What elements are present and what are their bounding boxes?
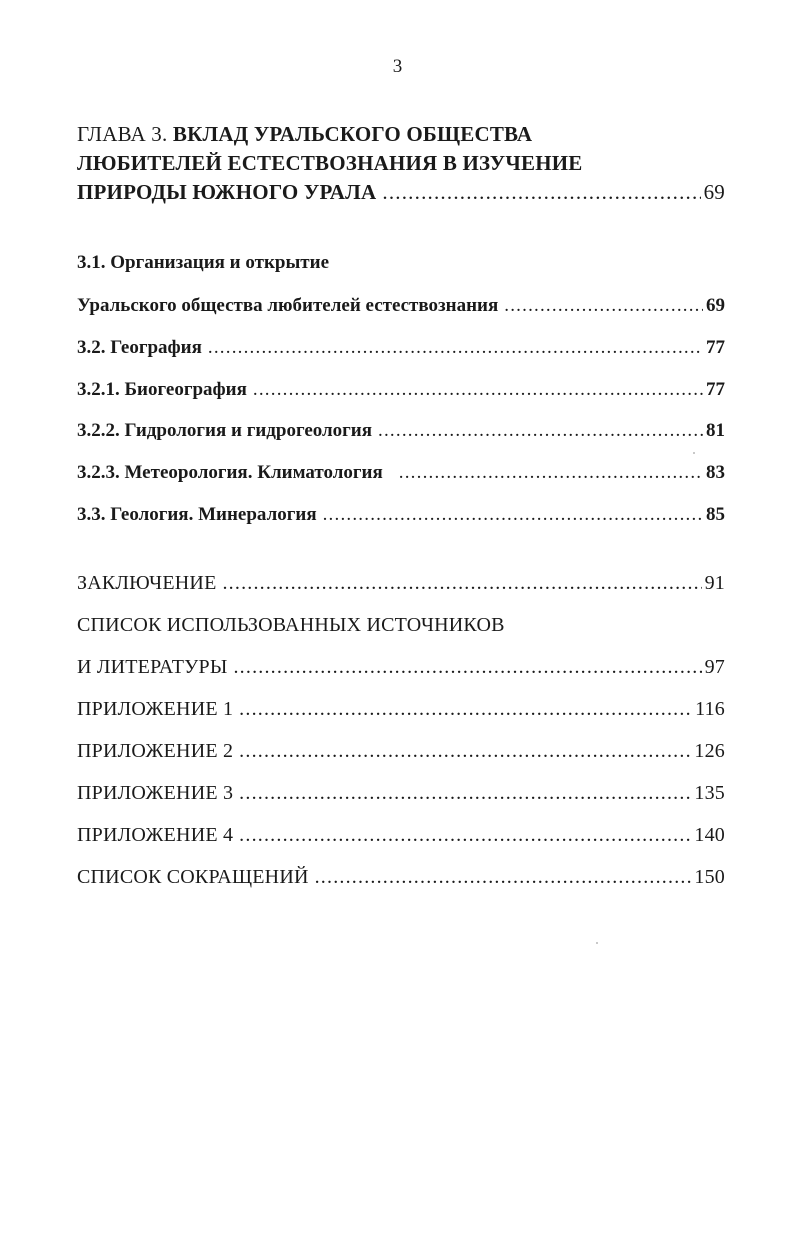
toc-section-3-2-2 <box>77 420 725 442</box>
toc-appendix-2 <box>77 740 725 763</box>
dot-leader <box>239 740 691 763</box>
toc-section-3-2 <box>77 337 725 359</box>
toc-back-page: 140 <box>694 824 725 846</box>
dot-leader <box>315 866 692 889</box>
chapter-prefix: ГЛАВА 3. <box>77 122 168 146</box>
toc-sources <box>77 614 725 637</box>
toc-section-3-2-3 <box>77 462 725 484</box>
toc-section-3-2-1 <box>77 379 725 401</box>
page-number: 3 <box>392 56 403 77</box>
toc-section-label: 3.2.2. Гидрология и гидрогеология <box>77 420 373 441</box>
toc-section-label: Уральского общества любителей естествознания <box>77 295 499 316</box>
scan-speck <box>693 452 695 454</box>
chapter-heading <box>77 120 725 207</box>
toc-section-page: 85 <box>706 504 725 525</box>
dot-leader <box>323 504 703 526</box>
toc-section-label: 3.2. География <box>77 337 202 358</box>
toc-conclusion <box>77 572 725 595</box>
toc-section-page: 81 <box>706 420 725 441</box>
toc-section-page: 77 <box>706 379 725 400</box>
toc-section-label: 3.1. Организация и открытие <box>77 252 330 273</box>
toc-back-page: 150 <box>694 866 725 888</box>
toc-back-label: ПРИЛОЖЕНИЕ 1 <box>77 698 234 720</box>
toc-appendix-1 <box>77 698 725 721</box>
toc-back-label: ПРИЛОЖЕНИЕ 2 <box>77 740 234 762</box>
toc-section-3-1 <box>77 252 725 274</box>
toc-sources-cont <box>77 656 725 679</box>
toc-section-label: 3.2.1. Биогеография <box>77 379 247 400</box>
chapter-page: 69 <box>703 180 725 204</box>
toc-section-page: 69 <box>706 295 725 316</box>
toc-back-page: 135 <box>694 782 725 804</box>
toc-section-3-3 <box>77 504 725 526</box>
chapter-title-part-1: ВКЛАД УРАЛЬСКОГО ОБЩЕСТВА <box>172 122 533 146</box>
toc-section-label: 3.2.3. Метеорология. Климатология <box>77 462 383 483</box>
toc-back-page: 126 <box>694 740 725 762</box>
dot-leader <box>253 379 703 401</box>
dot-leader <box>233 656 701 679</box>
toc-back-label: СПИСОК СОКРАЩЕНИЙ <box>77 866 309 888</box>
toc-appendix-4 <box>77 824 725 847</box>
toc-appendix-3 <box>77 782 725 805</box>
toc-back-page: 116 <box>695 698 725 720</box>
dot-leader <box>239 824 691 847</box>
scan-speck <box>596 942 598 944</box>
dot-leader <box>222 572 701 595</box>
toc-back-page: 97 <box>704 656 725 678</box>
dot-leader <box>504 295 703 317</box>
toc-back-page: 91 <box>704 572 725 594</box>
toc-section-3-1-cont <box>77 295 725 317</box>
toc-back-label: И ЛИТЕРАТУРЫ <box>77 656 228 678</box>
toc-section-page: 83 <box>706 462 725 483</box>
chapter-title-part-3: ПРИРОДЫ ЮЖНОГО УРАЛА <box>77 180 377 204</box>
toc-back-label: СПИСОК ИСПОЛЬЗОВАННЫХ ИСТОЧНИКОВ <box>77 614 505 636</box>
dot-leader <box>239 698 692 721</box>
dot-leader <box>208 337 703 359</box>
toc-back-label: ПРИЛОЖЕНИЕ 4 <box>77 824 234 846</box>
dot-leader <box>239 782 691 805</box>
dot-leader <box>382 178 700 207</box>
chapter-title-line-2: ЛЮБИТЕЛЕЙ ЕСТЕСТВОЗНАНИЯ В ИЗУЧЕНИЕ <box>77 151 583 175</box>
toc-abbreviations <box>77 866 725 889</box>
chapter-title-line-3 <box>77 178 725 207</box>
toc-back-label: ПРИЛОЖЕНИЕ 3 <box>77 782 234 804</box>
toc-section-page: 77 <box>706 337 725 358</box>
dot-leader <box>399 462 703 484</box>
toc-back-label: ЗАКЛЮЧЕНИЕ <box>77 572 217 594</box>
toc-section-label: 3.3. Геология. Минералогия <box>77 504 317 525</box>
chapter-title-line-1 <box>77 120 725 149</box>
dot-leader <box>378 420 703 442</box>
